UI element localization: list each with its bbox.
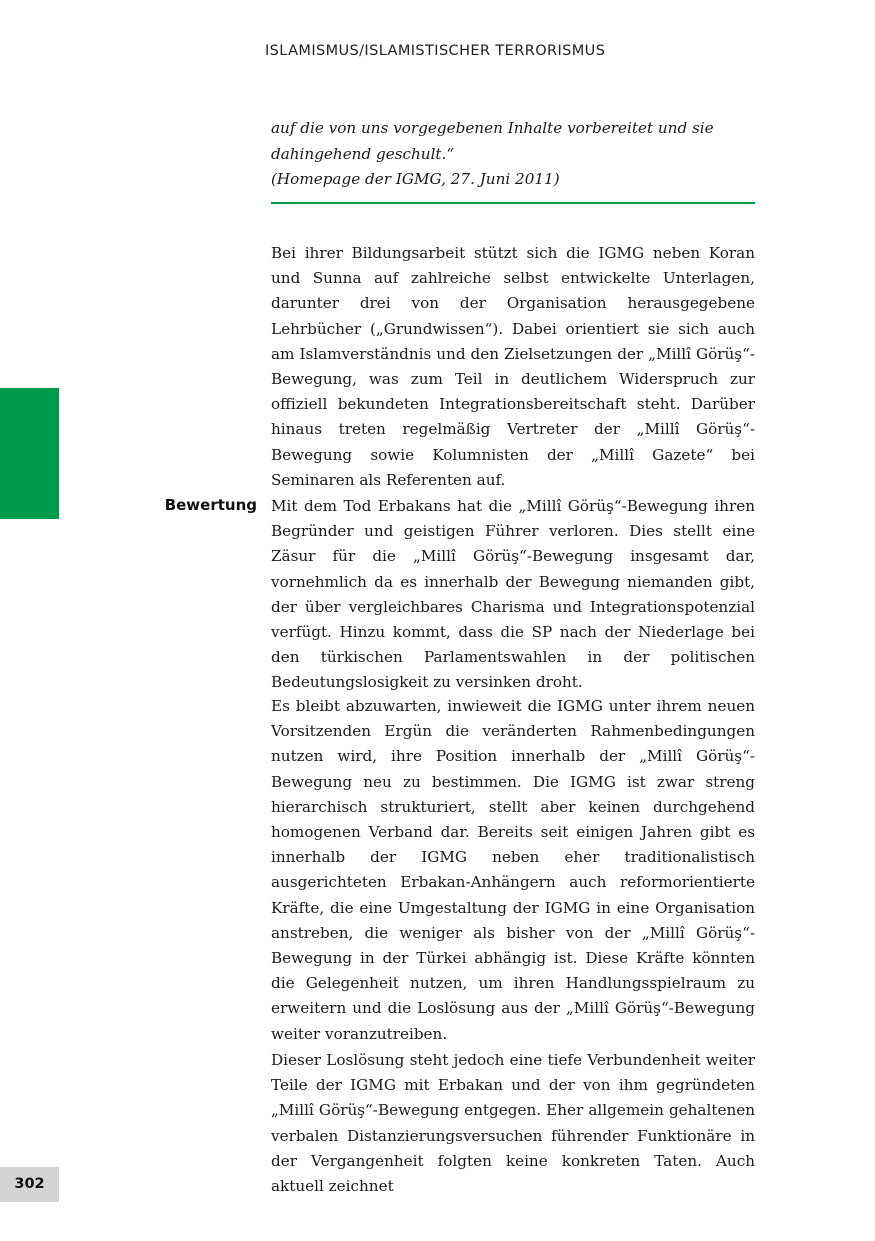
paragraph-abzuwarten (271, 694, 755, 1047)
paragraph-text: Es bleibt abzuwarten, inwieweit die IGMG unter ihrem neuen Vorsitzenden Ergün die veränderten Rahmenbedingungen nutzen wird, ihre Position innerhalb der „Millî Görüş“-Bewegung neu zu bestimmen. Die IGMG ist zwar streng hierarchisch strukturiert, stellt aber keinen durchgehend homogenen Verband dar. Bereits seit einigen Jahren gibt es innerhalb der IGMG neben eher traditionalistisch ausgerichteten Erbakan-Anhängern auch reformorientierte Kräfte, die eine Umgestaltung der IGMG in eine Organisation anstreben, die weniger als bisher von der „Millî Görüş“-Bewegung in der Türkei abhängig ist. Diese Kräfte könnten die Gelegenheit nutzen, um ihren Handlungsspielraum zu erweitern und die Loslösung aus der „Millî Görüş“-Bewegung weiter voranzutreiben. (271, 697, 755, 1043)
paragraph-text: Mit dem Tod Erbakans hat die „Millî Görüş“-Bewegung ihren Begründer und geistigen Führer verloren. Dies stellt eine Zäsur für die „Millî Görüş“-Bewegung insgesamt dar, vornehmlich da es innerhalb der Bewegung niemanden gibt, der über vergleichbares Charisma und Integrationspotenzial verfügt. Hinzu kommt, dass die SP nach der Niederlage bei den türkischen Parlamentswahlen in der politischen Bedeutungslosigkeit zu versinken droht. (271, 497, 755, 692)
paragraph-loslosung (271, 1048, 755, 1199)
quote-text: auf die von uns vorgegebenen Inhalte vorbereitet und sie dahingehend geschult.“ (271, 119, 714, 163)
page-number: 302 (0, 1167, 59, 1202)
quote-divider (271, 202, 755, 204)
quote-block (271, 116, 755, 193)
margin-label-bewertung: Bewertung (164, 496, 257, 514)
paragraph-text: Dieser Loslösung steht jedoch eine tiefe Verbundenheit weiter Teile der IGMG mit Erbakan und der von ihm gegründeten „Millî Görüş“-Bewegung entgegen. Eher allgemein gehaltenen verbalen Distanzierungsversuchen führender Funktionäre in der Vergangenheit folgten keine konkreten Taten. Auch aktuell zeichnet (271, 1051, 755, 1196)
paragraph-text: Bei ihrer Bildungsarbeit stützt sich die IGMG neben Koran und Sunna auf zahlreiche selbst entwickelte Unterlagen, darunter drei von der Organisation herausgegebene Lehrbücher („Grundwissen“). Dabei orientiert sie sich auch am Islamverständnis und den Zielsetzungen der „Millî Görüş“-Bewegung, was zum Teil in deutlichem Widerspruch zur offiziell bekundeten Integrationsbereitschaft steht. Darüber hinaus treten regelmäßig Vertreter der „Millî Görüş“-Bewegung sowie Kolumnisten der „Millî Gazete“ bei Seminaren als Referenten auf. (271, 244, 755, 489)
running-head: ISLAMISMUS/ISLAMISTISCHER TERRORISMUS (265, 43, 606, 59)
quote-source: (Homepage der IGMG, 27. Juni 2011) (271, 170, 560, 188)
paragraph-bewertung (271, 494, 755, 696)
chapter-tab-marker (0, 388, 59, 519)
paragraph-bildungsarbeit (271, 241, 755, 493)
